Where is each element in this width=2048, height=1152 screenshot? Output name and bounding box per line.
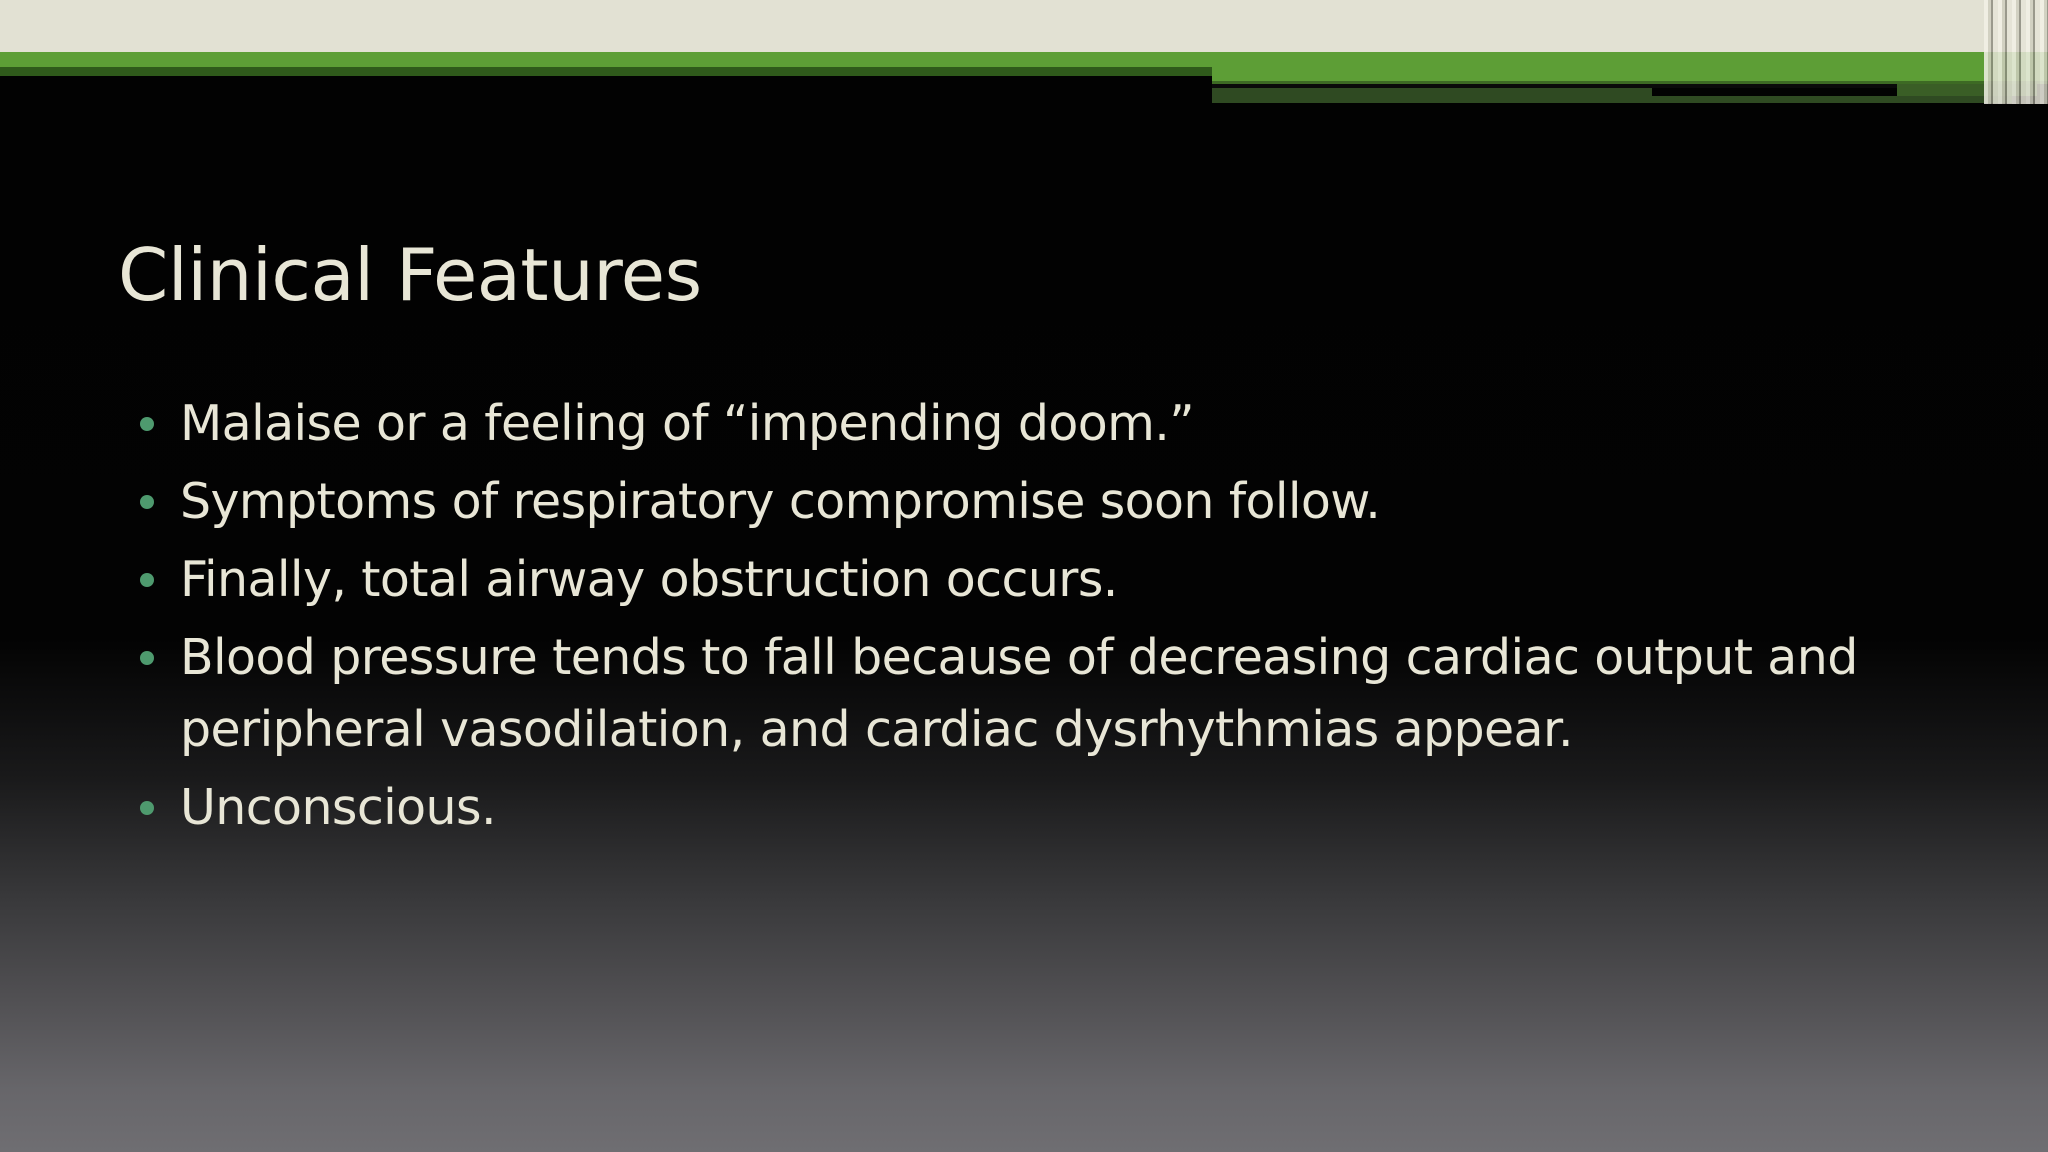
bullet-item — [138, 466, 1938, 538]
bullet-dot-icon — [140, 495, 154, 509]
bullet-dot-icon — [140, 417, 154, 431]
bullet-dot-icon — [140, 573, 154, 587]
bullet-dot-icon — [140, 651, 154, 665]
accent-stripe — [1212, 88, 1652, 103]
bullet-item — [138, 388, 1938, 460]
bullet-text: Unconscious. — [180, 779, 496, 836]
bullet-text: Malaise or a feeling of “impending doom.” — [180, 395, 1195, 452]
bullet-item — [138, 544, 1938, 616]
bullet-item — [138, 622, 1938, 766]
green-bar-shadow — [0, 67, 1212, 76]
slide-title: Clinical Features — [118, 233, 702, 317]
bullet-list — [138, 388, 1938, 850]
accent-stripe — [1652, 96, 2012, 103]
bullet-text: Finally, total airway obstruction occurs. — [180, 551, 1118, 608]
vertical-stripes-decoration — [1984, 0, 2048, 104]
green-accent-bar — [0, 52, 2048, 67]
bullet-text: Symptoms of respiratory compromise soon follow. — [180, 473, 1381, 530]
bullet-item — [138, 772, 1938, 844]
bullet-text: Blood pressure tends to fall because of decreasing cardiac output and peripheral vasodilation, and cardiac dysrhythmias appear. — [180, 629, 1858, 758]
bullet-dot-icon — [140, 801, 154, 815]
top-decorative-band — [0, 0, 2048, 52]
right-accent-block — [1212, 67, 2048, 81]
